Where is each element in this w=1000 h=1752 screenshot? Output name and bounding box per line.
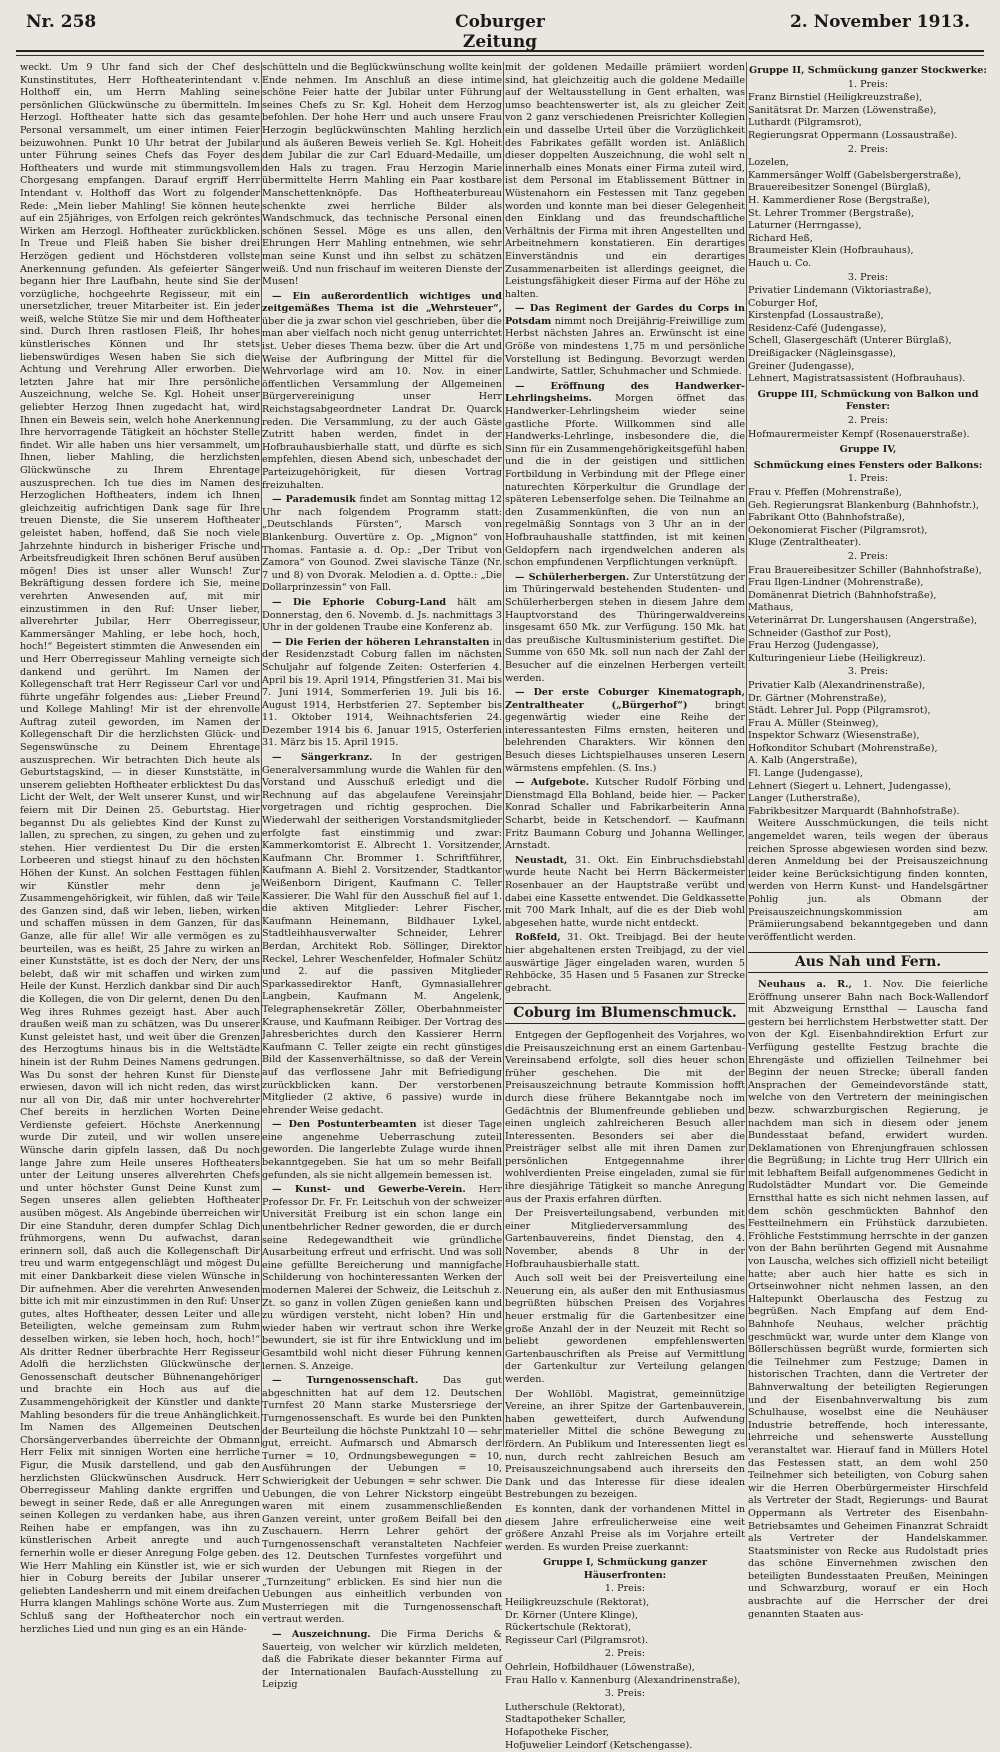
prize-entry: Lehnert, Magistratsassistent (Hofbrauhaus). (748, 373, 966, 385)
news-item-text: in der Residenzstadt Coburg fallen im nächsten Schuljahr auf folgende Zeiten: Osterferien 4. April bis 19. April 1914, Pfingstferien 31. Mai bis 7. Juni 1914, Sommerferien 19. Juli bis 16. August 1914, Herbstferien 27. September bis 11. Oktober 1914, Weihnachtsferien 24. Dezember 1914 bis 6. Januar 1915, Osterferien 31. März bis 15. April 1915. (262, 636, 502, 749)
column-separator (503, 62, 504, 1447)
news-item-text: In der gestrigen Generalversammlung wurde die Wahlen für den Vorstand und Ausschuß erledigt und die Rechnung auf das abgelaufene Vereinsjahr vorgetragen und richtig gesprochen. Die Wiederwahl der seitherigen Vorstandsmitglieder erfolgte fast einstimmig und zwar: Kammerkomtorist E. Albrecht 1. Vorsitzender, Kaufmann Chr. Brommer 1. Schriftführer, Kaufmann A. Biehl 2. Vorsitzender, Stadtkantor Weißenborn Dirigent, Kaufmann C. Teller Kassierer. Die Wahl für den Ausschuß fiel auf 1. die aktiven Mitglieder: Lehrer Fischer, Kaufmann Heinemann, Bildhauer Lykel, Stadtleihhausverwalter Schneider, Lehrer Berdan, Architekt Rob. Söllinger, Direktor Reckel, Lehrer Weschenfelder, Hofmaler Schütz und 2. auf die passiven Mitglieder Sparkassedirektor Hanft, Gymnasiallehrer Langbein, Kaufmann M. Angelenk, Telegraphensekretär Zöller, Oberbahnmeister Krause, und Kaufmann Reibiger. Der Vortrag des Jahresberichtes durch den Kassierer Herrn Kaufmann C. Teller zeigte ein recht günstiges Bild der Kassenverhältnisse, so daß der Verein auf das verflossene Jahr mit Befriedigung zurückblicken kann. Der verstorbenen Mitglieder (2 aktive, 6 passive) wurde in ehrender Weise gedacht. (262, 752, 502, 1116)
prize-entry: Heiligkreuzschule (Rektorat), (505, 1597, 650, 1609)
prize-entry: Kluge (Zentraltheater). (748, 537, 862, 549)
news-item (505, 687, 745, 775)
prize-entry: Coburger Hof, (748, 297, 818, 309)
prize-entry: Luthardt (Pilgramsrot), (748, 117, 862, 129)
article-text: Entgegen der Gepflogenheit des Vorjahres, wo die Preisauszeichnung erst an einem Gartenbau-Vereinsabend erfolgte, soll dies heuer schon früher geschehen. Die mit der Preisauszeichnung betraute Kommission hofft durch diese frühere Bekanntgabe noch im Gedächtnis der Blumenfreunde geblieben und einen ungleich zahlreicheren Besuch aller Interessenten. Besonders sei aber die Preisträger selbst alle mit ihren Damen zur persönlichen Entgegennahme ihrer wohlverdienten Preise eingeladen, zumal sie für ihre diesjährige Tätigkeit so manche Anregung aus der Praxis erfahren dürften. (505, 1029, 745, 1205)
news-item-heading: Roßfeld, (515, 932, 561, 944)
prize-rank: 1. Preis: (604, 1583, 646, 1595)
news-item-text: Die Firma Derichs & Sauerteig, von welcher wir kürzlich meldeten, daß die Fabrikate dieser bekannter Firma auf der Internationalen Baufach-Ausstellung zu Leipzig (262, 1629, 502, 1691)
news-item-heading: — Turngenossenschaft. (272, 1375, 419, 1387)
prize-entry: Fabrikant Otto (Bahnhofstraße), (748, 512, 905, 524)
prize-entry: Hofapotheke Fischer, (505, 1727, 610, 1738)
news-item (505, 855, 745, 931)
news-item (262, 291, 502, 493)
prize-entry: Richard Heß, (748, 232, 813, 244)
news-item-text: Herr Professor Dr. Fr. Fr. Leitschuh von der schweizer Universität Freiburg ist ein schon lange ein unentbehrlicher Redner geworden, die er durch seine Redegewandtheit wie gründliche Ausarbeitung erfreut und erfrischt. Und was soll eine gefüllte Bereicherung und mannigfache Schilderung von hochinteressanten Werken der modernen Malerei der Schweiz, die Leitschuh z. Zt. so ganz in vollen Zügen genießen kann und zu würdigen versteht, nicht loben? Hin und wieder haben wir vertraut schon ihre Werke bewundert, sie ist für ihre Entwicklung und im Gesamtbild wohl nicht dieser Führung kennen lernen. S. Anzeige. (262, 1184, 502, 1372)
prize-list (505, 1702, 745, 1752)
news-item (505, 932, 745, 995)
news-item-heading: — Kunst- und Gewerbe-Verein. (272, 1184, 466, 1196)
prize-entry: A. Kalb (Angerstraße), (748, 755, 858, 767)
prize-rank: 1. Preis: (847, 473, 889, 485)
column-1 (20, 62, 260, 1635)
article-text: schütteln und die Beglückwünschung wollte kein Ende nehmen. Im Anschluß an diese intime schöne Feier hatte der Jubilar unter Führung seines Chefs zu Sr. Kgl. Hoheit dem Herzog befohlen. Der hohe Herr und auch unsere Frau Herzogin beglückwünschten Mahling herzlich und als äußeren Beweis verlieh Se. Kgl. Hoheit dem Jubilar die zur Carl Eduard-Medaille, um den Hals zu tragen. Frau Herzogin Marie übermittelte Herrn Mahling ein Paar kostbare Manschettenknöpfe. Das Hoftheaterbureau schenkte zwei herrliche Bilder als Wandschmuck, das technische Personal einen schönen Sessel. Möge es uns allen, den Ehrungen Herr Mahling entnehmen, wie sehr man seine Kunst und ihn selbst zu schätzen weiß. Und nun frischauf im weiteren Dienste der Musen! (262, 62, 502, 288)
prize-group-heading: Gruppe III, Schmückung von Balkon und Fenster: (757, 388, 979, 413)
news-item-text: bringt gegenwärtig wieder eine Reihe der interessantesten Films ernsten, heiteren und belehrenden Charakters. Wir können den Besuch dieses Lichtspielhauses unseren Lesern wärmstens empfehlen. (S. Ins.) (505, 699, 745, 774)
news-item-heading: — Die Ferien der höheren Lehranstalten (272, 636, 490, 648)
prize-entry: Schell, Glasergeschäft (Unterer Bürglaß), (748, 335, 952, 347)
prize-entry: Frau Brauereibesitzer Schiller (Bahnhofstraße), (748, 564, 982, 576)
news-item-heading: Neuhaus a. R., (758, 978, 852, 990)
prize-entry: Dr. Körner (Untere Klinge), (505, 1609, 639, 1621)
prize-entry: Inspektor Schwarz (Wiesenstraße), (748, 730, 920, 742)
section-heading: Coburg im Blumenschmuck. (505, 1003, 745, 1024)
prize-entry: Oekonomierat Fischer (Pilgramsrot), (748, 524, 928, 536)
prize-entry: Greiner (Judengasse), (748, 360, 855, 372)
prize-entry: Kammersänger Wolff (Gabelsbergerstraße), (748, 169, 962, 181)
news-item-heading: — Das Regiment der Gardes du Corps in Potsdam (505, 303, 745, 327)
news-item-text: über die ja zwar schon viel geschrieben, über die man aber vielfach noch nicht genug unterrichtet ist. Ueber dieses Thema bezw. über die Art und Weise der Aufbringung der Mittel für die Wehrvorlage wird am 10. Nov. in einer öffentlichen Versammlung der Allgemeinen Bürgervereinigung unser Herr Reichstagsabgeordneter Landrat Dr. Quarck reden. Die Versammlung, zu der auch Gäste Zutritt haben werden, findet in der Hofbrauhausbierhalle statt, und dürfte es sich empfehlen, diesen Abend sich, unbeschadet der Parteizugehörigkeit, für diesen Vortrag freizuhalten. (262, 315, 502, 491)
news-item (262, 752, 502, 1117)
news-item (505, 381, 745, 570)
news-item (505, 572, 745, 685)
prize-entry: Mathaus, (748, 602, 794, 614)
prize-list (748, 565, 988, 666)
news-item-text: hält am Donnerstag, den 6. Novemb. d. Js. nachmittags 3 Uhr in der goldenen Traube eine Konferenz ab. (262, 596, 502, 634)
news-item (262, 1375, 502, 1627)
news-item-heading: — Parademusik (272, 494, 356, 506)
column-3 (505, 62, 745, 1751)
column-2 (262, 62, 502, 1691)
prize-list (748, 92, 988, 142)
prize-entry: Rückertschule (Rektorat), (505, 1622, 632, 1634)
prize-list (748, 285, 988, 386)
article-text: Auch soll weit bei der Preisverteilung eine Neuerung ein, als außer den mit Enthusiasmus begrüßten hübschen Preisen des Vorjahres heuer erstmalig für die Gartenbesitzer eine große Anzahl der in der Neuzeit mit Recht so beliebt gewordenen empfehlenswerten Gartenbauschriften als Preise auf Vermittlung der Gartenkultur zur Verteilung gelangen werden. (505, 1273, 745, 1385)
news-item-text: nimmt noch Dreijährig-Freiwillige zum Herbst nächsten Jahres an. Erwünscht ist eine Größe von mindestens 1,75 m und persönliche Vorstellung ist Bedingung. Bevorzugt werden Landwirte, Sattler, Schuhmacher und Schmiede. (505, 315, 745, 378)
news-item-heading: — Der erste Coburger Kinematograph, Zentraltheater („Bürgerhof“) (505, 687, 745, 711)
news-item-text: Kutscher Rudolf Förbing und Dienstmagd Ella Bohland, beide hier. — Packer Konrad Schaller und Fabrikarbeiterin Anna Scharbt, beide in Ketschendorf. — Kaufmann Fritz Baumann Coburg und Johanna Wellinger, Arnstadt. (505, 777, 745, 852)
prize-group-heading: Gruppe IV, (839, 444, 897, 456)
news-item (748, 979, 988, 1621)
news-item-heading: — Auszeichnung. (272, 1629, 371, 1641)
prize-entry: Fabrikbesitzer Marquardt (Bahnhofstraße). (748, 805, 960, 817)
prize-list (748, 680, 988, 819)
article-text: Es konnten, dank der vorhandenen Mittel in diesem Jahre erfreulicherweise eine weit größere Anzahl Preise als im Vorjahre erteilt werden. Es wurden Preise zuerkannt: (505, 1503, 745, 1553)
news-item-heading: — Eröffnung des Handwerker-Lehrlingsheims. (505, 380, 745, 405)
prize-entry: Dr. Gärtner (Mohrenstraße), (748, 692, 887, 704)
news-item-text: 31. Okt. Treibjagd. Bei der heute hier abgehaltenen ersten Treibjagd, zu der viel auswärtige Jäger eingeladen waren, wurden 5 Rehböcke, 35 Hasen und 5 Fasanen zur Strecke gebracht. (505, 932, 745, 994)
prize-entry: Veterinärrat Dr. Lungershausen (Angerstraße), (748, 614, 978, 626)
prize-entry: Brauereibesitzer Sonengel (Bürglaß), (748, 182, 931, 194)
prize-rank: 2. Preis: (847, 550, 889, 562)
article-text: Der Wohllöbl. Magistrat, gemeinnützige Vereine, an ihrer Spitze der Gartenbauverein, haben gewetteifert, durch Aufwendung materieller Mittel die schöne Bewegung zu fördern. An Publikum und Interessenten liegt es nun, durch recht zahlreichen Besuch am Preisauszeichnungsabend auch ihrerseits den Dank und das Interesse für diese idealen Bestrebungen zu bezeigen. (505, 1388, 745, 1501)
prize-entry: Regierungsrat Oppermann (Lossaustraße). (748, 129, 958, 141)
news-item-text: Zur Unterstützung der im Thüringerwald bestehenden Studenten- und Schülerherbergen stehen in diesem Jahre dem Hauptvorstand des Thüringerwaldvereins insgesamt 650 Mk. zur Verfügung. 150 Mk. hat das preußische Kultusministerium gestiftet. Die Summe von 650 Mk. soll nun nach der Zahl der Besucher auf die einzelnen Herbergen verteilt werden. (505, 571, 745, 684)
news-item-text: findet am Sonntag mittag 12 Uhr nach folgendem Programm statt: „Deutschlands Fürsten“, Marsch von Blankenburg. Ouvertüre z. Op. „Mignon“ von Thomas. Fantasie a. d. Op.: „Der Tribut von Zamora“ von Gounod. Zwei slavische Tänze (Nr. 7 und 8) von Dvorak. Melodien a. d. Optte.: „Die Dollarprinzessin“ von Fall. (262, 494, 502, 594)
prize-rank: 3. Preis: (604, 1688, 646, 1700)
news-item (262, 1119, 502, 1182)
prize-entry: Frau Herzog (Judengasse), (748, 640, 879, 652)
prize-entry: Hofmaurermeister Kempf (Rosenauerstraße). (748, 428, 970, 440)
masthead (0, 0, 1000, 52)
news-item-heading: — Sängerkranz. (272, 752, 373, 764)
news-item-text: ist dieser Tage eine angenehme Ueberraschung zuteil geworden. Die langerlebte Zulage wurde ihnen bekanntgegeben. Sie hat um so mehr Beifall gefunden, als sie nicht allgemein bemessen ist. (262, 1119, 502, 1181)
prize-entry: Schneider (Gasthof zur Post), (748, 627, 892, 639)
prize-rank: 1. Preis: (847, 78, 889, 90)
news-item-heading: — Ein außerordentlich wichtiges und zeitgemäßes Thema ist die „Wehrsteuer“, (262, 290, 502, 315)
masthead-rule (16, 50, 984, 52)
prize-entry: Frau v. Pfeffen (Mohrenstraße), (748, 487, 902, 498)
news-item-heading: Neustadt, (515, 854, 568, 866)
prize-entry: Privatier Kalb (Alexandrinenstraße), (748, 679, 926, 691)
prize-rank: 3. Preis: (847, 271, 889, 283)
article-text: Weitere Ausschmückungen, die teils nicht angemeldet waren, teils wegen der überaus reichen Sprosse abgewiesen worden sind bezw. deren Anmeldung bei der Preisauszeichnung leider keine Berücksichtigung finden konnten, werden von Herrn Kunst- und Handelsgärtner Pohlig jun. als Obmann der Preisauszeichnungskommission am Prämiierungsabend bekanntgegeben und dann veröffentlicht werden. (748, 818, 988, 943)
prize-entry: Kulturingenieur Liebe (Heiligkreuz). (748, 652, 926, 664)
issue-number: Nr. 258 (26, 12, 97, 32)
prize-group-heading: Gruppe I, Schmückung ganzer Häuserfronten: (542, 1557, 708, 1581)
prize-rank: 2. Preis: (604, 1648, 646, 1660)
prize-entry: Laturner (Herrngasse), (748, 220, 862, 232)
prize-entry: Hofkonditor Schubart (Mohrenstraße), (748, 742, 938, 754)
prize-list (505, 1662, 745, 1687)
prize-entry: Städt. Lehrer Jul. Popp (Pilgramsrot), (748, 705, 931, 717)
news-item (262, 637, 502, 750)
prize-entry: Oehrlein, Hofbildhauer (Löwenstraße), (505, 1662, 695, 1674)
prize-entry: Braumeister Klein (Hofbrauhaus), (748, 245, 914, 257)
prize-entry: Hofjuwelier Leindorf (Ketschengasse). (505, 1739, 693, 1751)
prize-entry: Lehnert (Siegert u. Lehnert, Judengasse), (748, 780, 952, 792)
prize-entry: Fl. Lange (Judengasse), (748, 768, 863, 780)
prize-list (505, 1597, 745, 1647)
news-item (262, 597, 502, 635)
prize-rank: 2. Preis: (847, 143, 889, 155)
prize-list (748, 429, 988, 442)
article-text: weckt. Um 9 Uhr fand sich der Chef des Kunstinstitutes, Herr Hoftheaterintendant v. Holthoff ein, um Herrn Mahling seine persönlichen Glückwünsche zu übermitteln. Im Herzogl. Hoftheater hatte sich das gesamte Personal versammelt, um einer intimen Feier beizuwohnen. Punkt 10 Uhr betrat der Jubilar unter Führung seines Chefs das Foyer des Hoftheaters und wurde mit stimmungsvollem Chorgesang empfangen. Darauf ergriff Herr Intendant v. Holthoff das Wort zu folgender Rede: „Mein lieber Mahling! Sie können heute auf ein 25jähriges, von Erfolgen reich gekröntes Wirken am Herzogl. Hoftheater zurückblicken. In Treue und Fleiß haben Sie bisher drei Herzögen gedient und Höchstderen vollste Anerkennung gefunden. Als gefeierter Sänger begann hier Ihre Laufbahn, heute sind Sie der vorzügliche, hochgeehrte Regisseur, mit ein unersetzlicher, treuer Mitarbeiter ist. Ein jeder weiß, welche Stütze Sie mir und dem Hoftheater sind. Durch Ihren rastlosen Fleiß, Ihr hohes künstlerisches Können und Ihr stets liebenswürdiges Wesen haben Sie sich die Achtung und Verehrung Aller erworben. Die letzten Jahre hat mir Ihre persönliche Auszeichnung, welche Se. Kgl. Hoheit unser geliebter Herzog Ihnen zugedacht hat, wird Ihnen ein Beweis sein, welch hohe Anerkennung Ihre hervorragende Tätigkeit an höchster Stelle findet. Wir alle haben uns hier versammelt, um Ihnen, lieber Mahling, die herzlichsten Glückwünsche zu Ihrem Ehrentage auszusprechen. Ich tue dies im Namen des Herzoglichen Hoftheaters, indem ich Ihnen gleichzeitig aufrichtigen Dank sage für Ihre treuen Dienste, die Sie unserem Hoftheater geleistet haben, hoffend, daß Sie noch viele Jahrzehnte hindurch in bisheriger Frische und Arbeitsfreudigkeit Ihren schönen Beruf ausüben mögen! Dies ist unser aller Wunsch! Zur Bekräftigung dessen fordere ich Sie, meine verehrten Anwesenden auf, mit mir einzustimmen in den Ruf: Unser lieber, allverehrter Jubilar, Herr Oberregisseur, Kammersänger Mahling, er lebe hoch, hoch, hoch!“ Begeistert stimmten die Anwesenden ein und Herr Oberregisseur Mahling verneigte sich dankend und gerührt. Im Namen der Kollegenschaft trat Herr Regisseur Carl vor und führte ungefähr folgendes aus: „Lieber Freund und Kollege Mahling! Mir ist der ehrenvolle Auftrag zuteil geworden, im Namen der Kollegenschaft Dir die herzlichsten Glück- und Segenswünsche zu Deinem Ehrentage auszusprechen. Wir betrachten Dich heute als Geburtstagskind, — in dieser Kunststätte, in unserem geliebten Hoftheater erblicktest Du das Licht der Welt, der Welt unserer Kunst, und wir feiern mit Dir Deinen 25. Geburtstag. Hier begannst Du als geliebtes Kind der Kunst zu lallen, zu sprechen, zu singen, zu gehen und zu stehen. Hier verdientest Du Dir die ersten Lorbeeren und stiegst hinauf zu den höchsten Höhen der Kunst. An solchen Festtagen fühlen wir Künstler mehr denn je Zusammengehörigkeit, wir fühlen, daß wir Teile des Ganzen sind, daß wir leben, lieben, wirken und schaffen müssen in dem Ganzen, für das Ganze, alle für alle! Wir alle vermögen es zu beurteilen, was es heißt, 25 Jahre zu wirken an einer Kunststätte, ist es doch der Nerv, der uns belebt, daß wir mit schaffen und wirken zum Heile der Kunst. Herzlich dankbar sind Dir auch die Kollegen, die von Dir gelernt, denen Du den Weg ihres Ruhmes gezeigt hast. Aber auch draußen weiß man zu schätzen, was Du unserer Kunst geleistet hast, und weit über die Grenzen des Herzogtums hinaus bis in die Weltstädte hinein ist der Ruhm Deines Namens gedrungen. Was Du sonst der hehren Kunst für Dienste erwiesen, davon will ich nicht reden, das wirst nur all von Dir, daß mir unter hochverehrter Chef bereits in herzlichen Worten Deine Verdienste gefeiert. Höchste Anerkennung wurde Dir zuteil, und wir wollen unsere Wünsche darin gipfeln lassen, daß Du noch lange Jahre zum Heile unseres Hoftheaters unter der Leitung unseres allverehrten Chefs und unter höchster Gunst Deine Kunst zum Segen unseres allen geliebten Hoftheater ausüben mögest. Als Angebinde überreichen wir Dir eine Standuhr, deren dumpfer Schlag Dich frühmorgens, wenn Du aufwachst, daran erinnern soll, daß auch die Kollegenschaft Dir treu und warm entgegenschlägt und mögest Du mit einer Dankbarkeit diese vielen Wünsche in Dir aufnehmen. Aber die verehrten Anwesenden bitte ich mit mir einzustimmen in den Ruf: Unser gutes, altes Hoftheater, dessen Leiter und alle Beteiligten, welche gemeinsam zum Ruhm desselben wirken, sie leben hoch, hoch, hoch!“ Als dritter Redner überbrachte Herr Regisseur Adolfi die herzlichsten Glückwünsche der Genossenschaft deutscher Bühnenangehöriger und brachte ein Hoch aus auf die Zusammengehörigkeit der Künstler und dankte Mahling besonders für die treue Anhänglichkeit. Im Namen des Allgemeinen Deutschen Chorsängerverbandes überreichte der Obmann Herr Felix mit sinnigen Worten eine herrliche Figur, die Musik darstellend, und gab den herzlichsten Glückwünschen Ausdruck. Herr Oberregisseur Mahling dankte ergriffen und bewegt in seiner Rede, daß er alle Anregungen seinen Kollegen zu verdanken habe, aus ihren Reihen habe er empfangen, was ihn zu künstlerischen Arbeit anregte und auch fernerhin wolle er dieser Anregung Folge geben. Wie Herr Mahling ein Künstler ist, wie er sich hier in Coburg bereits der Jubilar unserer geliebten Landesherrn und mit einem dreifachen Hurra klangen Mahlings schöne Worte aus. Zum Schluß sang der Hoftheaterchor noch ein herzliches Lied und nun ging es an ein Hände- (20, 62, 260, 1635)
news-item-text: 1. Nov. Die feierliche Eröffnung unserer Bahn nach Bock-Wallendorf mit Abzweigung Ernstthal — Lauscha fand gestern bei herrlichstem Herbstwetter statt. Der von der Kgl. Eisenbahndirektion Erfurt zur Verfügung gestellte Festzug brachte die Ehrengäste und offiziellen Teilnehmer bei Beginn der neuen Strecke; überall fanden Ansprachen der Gemeindevorstände statt, welche von den Vertretern der meiningischen bezw. schwarzburgischen Regierung, je nachdem man sich in diesem oder jenem Bundesstaat befand, erwidert wurden. Deklamationen von Ehrenjungfrauen schlossen die Begrüßung; in Lichte trug Herr Ullrich ein mit lebhaftem Beifall aufgenommenes Gedicht in Rudolstädter Mundart vor. Die Gemeinde Ernstthal hatte es sich nicht nehmen lassen, auf dem schön geschmückten Bahnhof den Festteilnehmern ein Frühstück darzubieten. Fröhliche Feststimmung herrschte in der ganzen von der Bahn berührten Gegend mit Ausnahme von Lauscha, welches sich offiziell nicht beteiligt hatte; aber auch hier hatte es sich in Ortseinwohner nicht nehmen lassen, an den Haltepunkt Oberlauscha des Festzug zu begrüßen. Nach Empfang auf dem End-Bahnhofe Neuhaus, welcher prächtig geschmückt war, wurde unter dem Klange von Böllerschüssen begrüßt wurde, formierten sich die Teilnehmer zum Festzuge; Damen in historischen Trachten, dann die Vertreter der Bahnverwaltung der beteiligten Regierungen und der Eisenbahnverwaltung bis zum Schulhause, woselbst eine die Neuhäuser Industrie betreffende, hoch interessante, lehrreiche und sehenswerte Ausstellung veranstaltet war. Hierauf fand in Müllers Hotel das Festessen statt, an dem wohl 250 Teilnehmer sich beteiligten, von Coburg sahen wir die Herren Oberbürgermeister Hirschfeld als Vertreter der Stadt, Regierungs- und Baurat Oppermann als Vertreter des Eisenbahn-Betriebsamtes und Geheimen Finanzrat Schraidt als Vertreter der Handelskammer. Staatsminister von Recke aus Rudolstadt pries das schöne Einvernehmen zwischen den beteiligten Bundesstaaten Preußen, Meiningen und Schwarzburg, worauf er ein Hoch ausbrachte auf die Herrscher der drei genannten Staaten aus- (748, 978, 988, 1620)
news-item-text: 31. Okt. Ein Einbruchsdiebstahl wurde heute Nacht bei Herrn Bäckermeister Rosenbauer an der Hauptstraße verübt und dabei eine Kassette entwendet. Die Geldkassette mit 700 Mark Inhalt, auf die es der Dieb wohl abgesehen hatte, wurde nicht entdeckt. (505, 854, 745, 929)
prize-entry: Stadtapotheker Schaller, (505, 1714, 626, 1726)
news-item (262, 494, 502, 595)
prize-entry: Regisseur Carl (Pilgramsrot). (505, 1634, 649, 1646)
prize-entry: Domänenrat Dietrich (Bahnhofstraße), (748, 589, 937, 601)
news-item (505, 303, 745, 379)
prize-entry: Lutherschule (Rektorat), (505, 1701, 626, 1713)
news-item-heading: — Den Postunterbeamten (272, 1119, 417, 1131)
prize-rank: 3. Preis: (847, 666, 889, 678)
prize-entry: Geh. Regierungsrat Blankenburg (Bahnhofstr.), (748, 499, 979, 511)
section-heading: Aus Nah und Fern. (748, 952, 988, 973)
news-item-heading: — Aufgebote. (515, 777, 590, 789)
masthead-rule-thin (16, 55, 984, 56)
prize-entry: Dreißigacker (Nägleinsgasse), (748, 348, 896, 360)
newspaper-title: Coburger Zeitung (455, 12, 545, 52)
article-text: mit der goldenen Medaille prämiiert worden sind, hat gleichzeitig auch die goldene Medaille auf der Weltausstellung in Gent erhalten, was umso beachtenswerter ist, als zu gleicher Zeit von 2 ganz verschiedenen Preisrichter Kollegien ein und dasselbe Urteil über die Vorzüglichkeit des Fabrikates gefällt worden ist. Anläßlich dieser doppelten Auszeichnung, die wohl selt n innerhalb eines Monats einer Firma zuteil wird, ist dem Personal im Etablissement Büttner in Wüstenahorn ein Festessen mit Tanz gegeben worden und konnte man bei dieser Gelegenheit den Einklang und das freundschaftliche Verhältnis der Firma mit ihren Angestellten und Arbeitnehmern konstatieren. Ein derartiges Einverständnis und ein derartiges Zusammenarbeiten ist allerdings geeignet, die Leistungsfähigkeit dieser Firma auf der Höhe zu halten. (505, 62, 745, 300)
column-4 (748, 62, 988, 1620)
prize-group-subheading: Schmückung eines Fensters oder Balkons: (753, 459, 983, 471)
prize-list (748, 487, 988, 550)
news-item (262, 1184, 502, 1373)
prize-entry: Franz Birnstiel (Heiligkreuzstraße), (748, 92, 923, 104)
column-separator (746, 62, 747, 1447)
news-item-text: Morgen öffnet das Handwerker-Lehrlingsheim wieder seine gastliche Pforte. Willkommen sind alle Handwerks-Lehrlinge, insbesondere die, die Sinn für ein Zusammengehörigkeitsgefühl haben und die in der geistigen und sittlichen Fortbildung in Verbindung mit der Pflege einer naturechten Körperkultur die Grundlage der späteren Lebenserfolge sehen. Die Teilnahme an den Zusammenkünften, die von nun an regelmäßig Sonntags von 3 Uhr an in der Hofbrauhaushalle stattfinden, ist mit keinen Geldopfern nach irgendwelchen anderen als schon empfundenen Verpflichtungen verknüpft. (505, 393, 745, 569)
issue-date: 2. November 1913. (789, 12, 970, 32)
prize-entry: Frau A. Müller (Steinweg), (748, 717, 879, 729)
news-item (262, 1629, 502, 1692)
article-text: Der Preisverteilungsabend, verbunden mit einer Mitgliederversammlung des Gartenbauvereins, findet Dienstag, den 4. November, abends 8 Uhr in der Hofbrauhausbierhalle statt. (505, 1208, 745, 1270)
prize-rank: 2. Preis: (847, 415, 889, 427)
prize-entry: H. Kammerdiener Rose (Bergstraße), (748, 194, 931, 206)
news-item-text: Das gut abgeschnitten hat auf dem 12. Deutschen Turnfest 20 Mann starke Mustersriege der Turngenossenschaft. Es wurde bei den Punkten der Beurteilung die höchste Punktzahl 10 — sehr gut, erreicht. Aufmarsch und Abmarsch der Turner = 10, Ordnungsbewegungen = 10, Ausführungen der Uebungen = 10, Schwierigkeit der Uebungen = sehr schwer. Die Uebungen, die von Lehrer Nickstorp eingeübt waren mit einem zusammenschließenden Ganzen vereint, unter großem Beifall bei den Zuschauern. Herrn Lehrer gehört der Turngenossenschaft veranstalteten Nachfeier des 12. Deutschen Turnfestes vorgeführt und wurden der Uebungen mit Riegen in der „Turnzeitung“ erblicken. Es sind hier nun die Uebungen aus einheitlich verbunden von Musterriegen mit die Turngenossenschaft vertraut werden. (262, 1375, 502, 1626)
prize-entry: Privatier Lindemann (Viktoriastraße), (748, 285, 932, 297)
prize-entry: Langer (Lutherstraße), (748, 793, 861, 805)
prize-entry: Frau Hallo v. Kannenburg (Alexandrinenstraße), (505, 1674, 741, 1686)
news-item-heading: — Schülerherbergen. (515, 571, 630, 583)
prize-entry: Lozelen, (748, 157, 789, 169)
prize-group-heading: Gruppe II, Schmückung ganzer Stockwerke: (749, 65, 987, 76)
prize-list (748, 157, 988, 270)
news-item (505, 777, 745, 853)
prize-entry: Kirstenpfad (Lossaustraße), (748, 310, 884, 322)
prize-entry: Frau Ilgen-Lindner (Mohrenstraße), (748, 577, 924, 589)
prize-entry: Residenz-Café (Judengasse), (748, 322, 887, 334)
prize-entry: Hauch u. Co. (748, 257, 812, 269)
news-item-heading: — Die Ephorie Coburg-Land (272, 596, 447, 608)
prize-entry: Sanitätsrat Dr. Marzen (Löwenstraße), (748, 104, 937, 116)
prize-entry: St. Lehrer Trommer (Bergstraße), (748, 207, 915, 219)
